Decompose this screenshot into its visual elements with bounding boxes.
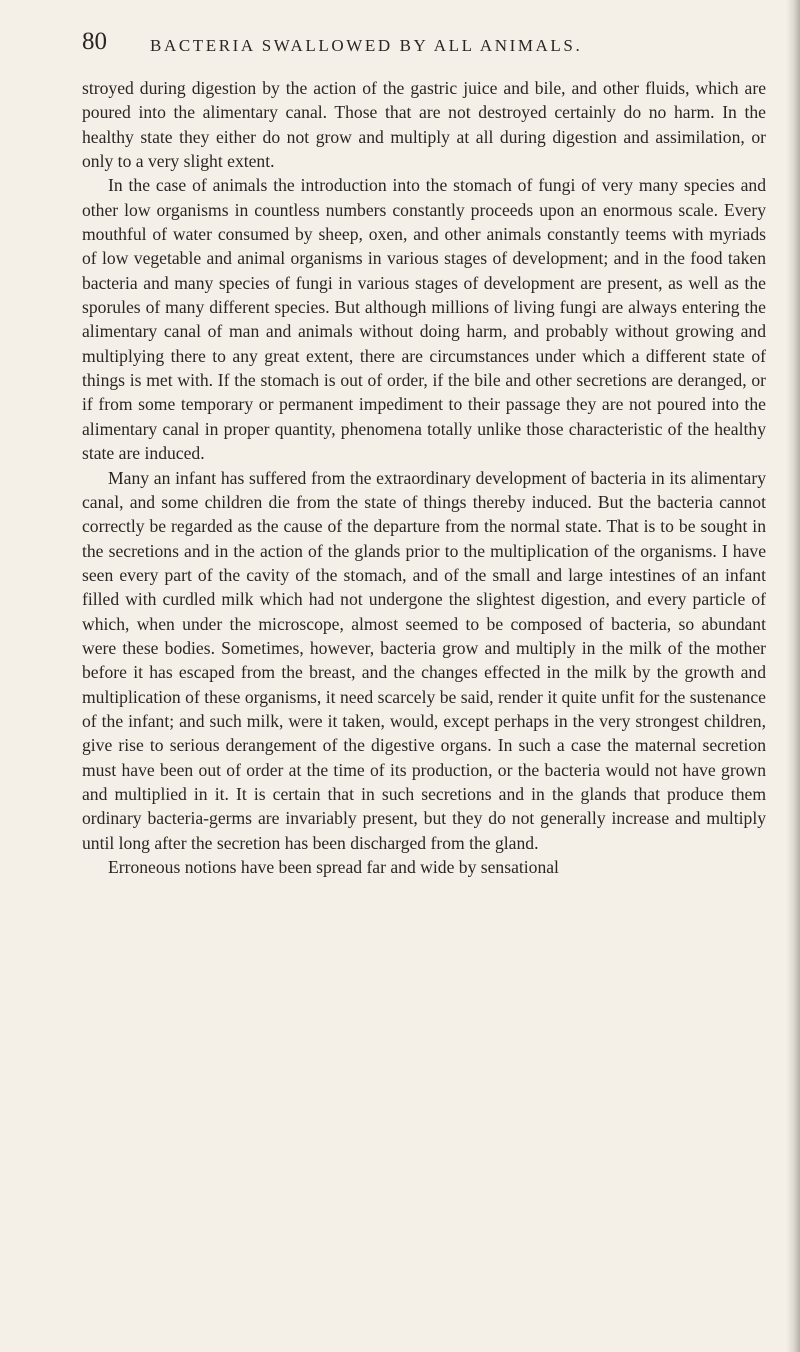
running-head: BACTERIA SWALLOWED BY ALL ANIMALS. (150, 36, 583, 55)
paragraph-fungi-in-animals: In the case of animals the introduction into the stomach of fungi of very many species and other low organisms in countless numbers constantly proceeds upon an enormous scale. Every mouthful of water consumed by sheep, oxen, and other animals constantly teems with myriads of low vegetable and animal organisms in various stages of development; and in the food taken bacteria and many species of fungi in various stages of development are present, as well as the sporules of many different species. But although millions of living fungi are always entering the alimentary canal of man and animals without doing harm, and probably without growing and multiplying there to any great extent, there are circumstances under which a different state of things is met with. If the stomach is out of order, if the bile and other secretions are deranged, or if from some temporary or permanent impediment to their passage they are not poured into the alimentary canal in proper quantity, phenomena totally unlike those characteristic of the healthy state are induced. (82, 175, 766, 464)
page-header (82, 28, 722, 62)
body-text (82, 76, 766, 879)
paragraph-continuation: stroyed during digestion by the action of the gastric juice and bile, and other fluids, which are poured into the alimentary canal. Those that are not destroyed certainly do no harm. In the healthy state they either do not grow and multiply at all during digestion and assimilation, or only to a very slight extent. (82, 78, 766, 172)
page-number: 80 (82, 28, 107, 55)
page-edge-shadow (786, 0, 800, 1352)
paragraph-infant-bacteria: Many an infant has suffered from the extraordinary development of bacteria in its alimentary canal, and some children die from the state of things thereby induced. But the bacteria cannot correctly be regarded as the cause of the departure from the normal state. That is to be sought in the secretions and in the action of the glands prior to the multiplication of the organisms. I have seen every part of the cavity of the stomach, and of the small and large intestines of an infant filled with curdled milk which had not undergone the slightest digestion, and every particle of which, when under the microscope, almost seemed to be composed of bacteria, so abundant were these bodies. Sometimes, however, bacteria grow and multiply in the milk of the mother before it has escaped from the breast, and the changes effected in the milk by the growth and multiplication of these organisms, it need scarcely be said, render it quite unfit for the sustenance of the infant; and such milk, were it taken, would, except perhaps in the very strongest children, give rise to serious derangement of the digestive organs. In such a case the maternal secretion must have been out of order at the time of its production, or the bacteria would not have grown and multiplied in it. It is certain that in such secretions and in the glands that produce them ordinary bacteria-germs are invariably present, but they do not generally increase and multiply until long after the secretion has been discharged from the gland. (82, 467, 766, 853)
paragraph-erroneous-notions: Erroneous notions have been spread far and wide by sensational (108, 857, 559, 877)
